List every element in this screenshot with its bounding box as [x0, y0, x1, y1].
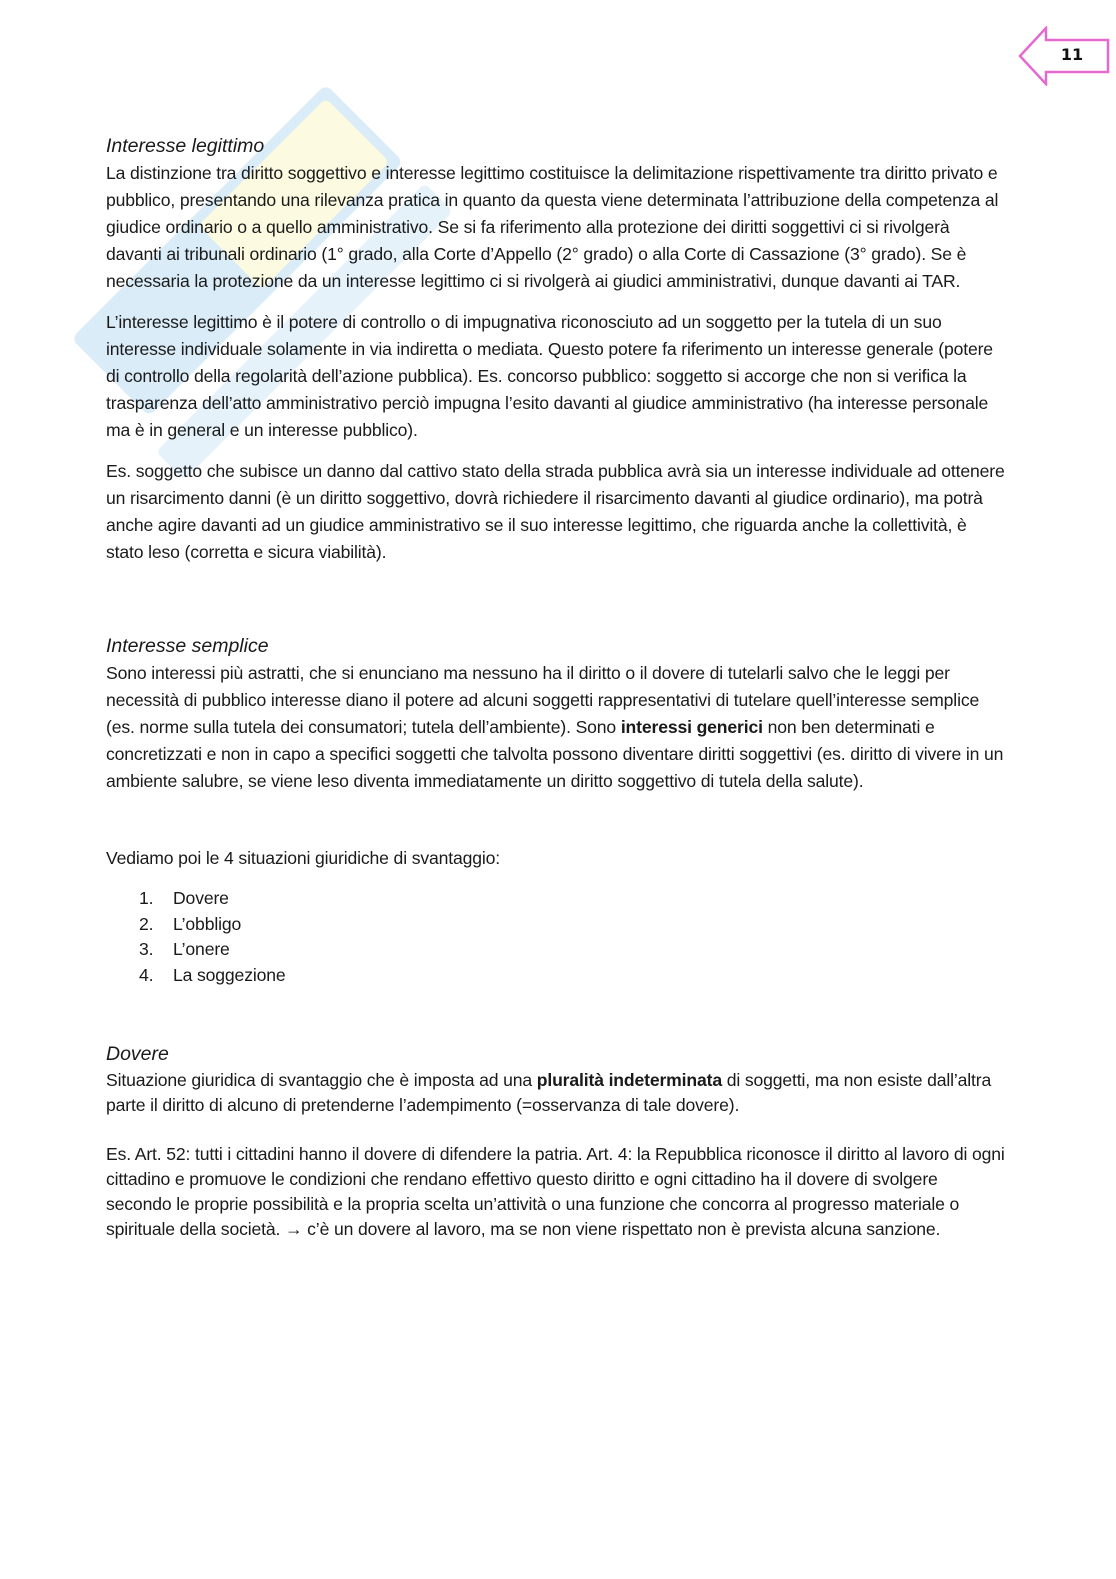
svantaggio-list: [106, 886, 1006, 988]
page-number-tag: [1018, 26, 1110, 86]
list-number: 2.: [139, 913, 154, 934]
list-number: 3.: [139, 939, 154, 959]
paragraph-svantaggio-intro: Vediamo poi le 4 situazioni giuridiche di svantaggio:: [106, 848, 501, 868]
paragraph-interesse-legittimo-2: L’interesse legittimo è il potere di controllo o di impugnativa riconosciuto ad un soggetto per la tutela di un suo interesse individuale solamente in via indiretta o mediata. Questo potere fa riferimento un interesse generale (potere di controllo della regolarità dell’azione pubblica). Es. concorso pubblico: soggetto si accorge che non si verifica la trasparenza dell’atto amministrativo perciò impugna l’esito davanti al giudice amministrativo (ha interesse personale ma è in general e un interesse pubblico).: [106, 312, 993, 440]
heading-interesse-legittimo: Interesse legittimo: [106, 135, 265, 157]
list-item: [139, 912, 1006, 938]
document-body: [106, 132, 1006, 1256]
list-number: 4.: [139, 964, 154, 985]
bold-term: pluralità indeterminata: [536, 1070, 722, 1090]
text-run: di soggetti, ma non esiste dall’altra parte il diritto di alcuno di pretenderne l’adempimento (=osservanza di tale dovere).: [106, 1070, 992, 1115]
paragraph-dovere-1: [106, 1068, 1006, 1118]
text-run: non ben determinati e concretizzati e non in capo a specifici soggetti che talvolta possono diventare diritti soggettivi (es. diritto di vivere in un ambiente salubre, se viene leso diventa immediatamente un diritto soggettivo di tutela della salute).: [106, 717, 1004, 791]
list-label: Dovere: [173, 888, 229, 908]
paragraph-dovere-2: Es. Art. 52: tutti i cittadini hanno il dovere di difendere la patria. Art. 4: la Repubblica riconosce il diritto al lavoro di ogni cittadino e promuove le condizioni che rendano effettivo questo diritto e ogni cittadino ha il dovere di svolgere secondo le proprie possibilità e la propria scelta un’attività o una funzione che concorra al progresso materiale o spirituale della società. → c’è un dovere al lavoro, ma se non viene rispettato non è prevista alcuna sanzione.: [106, 1144, 1005, 1239]
list-item: [139, 937, 1006, 963]
page-number: 11: [1060, 45, 1084, 64]
paragraph-interesse-legittimo-3: Es. soggetto che subisce un danno dal cattivo stato della strada pubblica avrà sia un interesse individuale ad ottenere un risarcimento danni (è un diritto soggettivo, dovrà richiedere il risarcimento davanti al giudice ordinario), ma potrà anche agire davanti ad un giudice amministrativo se il suo interesse legittimo, che riguarda anche la collettività, è stato leso (corretta e sicura viabilità).: [106, 461, 1005, 562]
list-item: [139, 886, 1006, 912]
list-label: L’onere: [173, 939, 230, 959]
spacer: [106, 809, 1006, 845]
bold-term: interessi generici: [620, 717, 763, 737]
text-run: Situazione giuridica di svantaggio che è imposta ad una: [106, 1070, 537, 1090]
list-number: 1.: [139, 888, 154, 908]
paragraph-interesse-semplice: [106, 660, 1006, 795]
text-run: Sono interessi più astratti, che si enunciano ma nessuno ha il diritto o il dovere di tutelarli salvo che le leggi per necessità di pubblico interesse diano il potere ad alcuni soggetti rappresentativi di tutelare quell’interesse semplice (es. norme sulla tutela dei consumatori; tutela dell’ambiente). Sono: [106, 663, 980, 737]
spacer: [106, 988, 1006, 1040]
spacer: [106, 580, 1006, 632]
dovere-section: [106, 1040, 1006, 1242]
paragraph-interesse-legittimo-1: La distinzione tra diritto soggettivo e interesse legittimo costituisce la delimitazione rispettivamente tra diritto privato e pubblico, presentando una rilevanza pratica in quanto da questa viene determinata l’attribuzione della competenza al giudice ordinario o a quello amministrativo. Se si fa riferimento alla protezione dei diritti soggettivi ci si rivolgerà davanti ai tribunali ordinario (1° grado, alla Corte d’Appello (2° grado) o alla Corte di Cassazione (3° grado). Se è necessaria la protezione da un interesse legittimo ci si rivolgerà ai giudici amministrativi, dunque davanti ai TAR.: [106, 163, 999, 291]
list-item: [139, 963, 1006, 989]
list-label: La soggezione: [173, 964, 286, 985]
heading-dovere: Dovere: [106, 1043, 169, 1065]
heading-interesse-semplice: Interesse semplice: [106, 635, 269, 657]
list-label: L’obbligo: [173, 913, 242, 934]
